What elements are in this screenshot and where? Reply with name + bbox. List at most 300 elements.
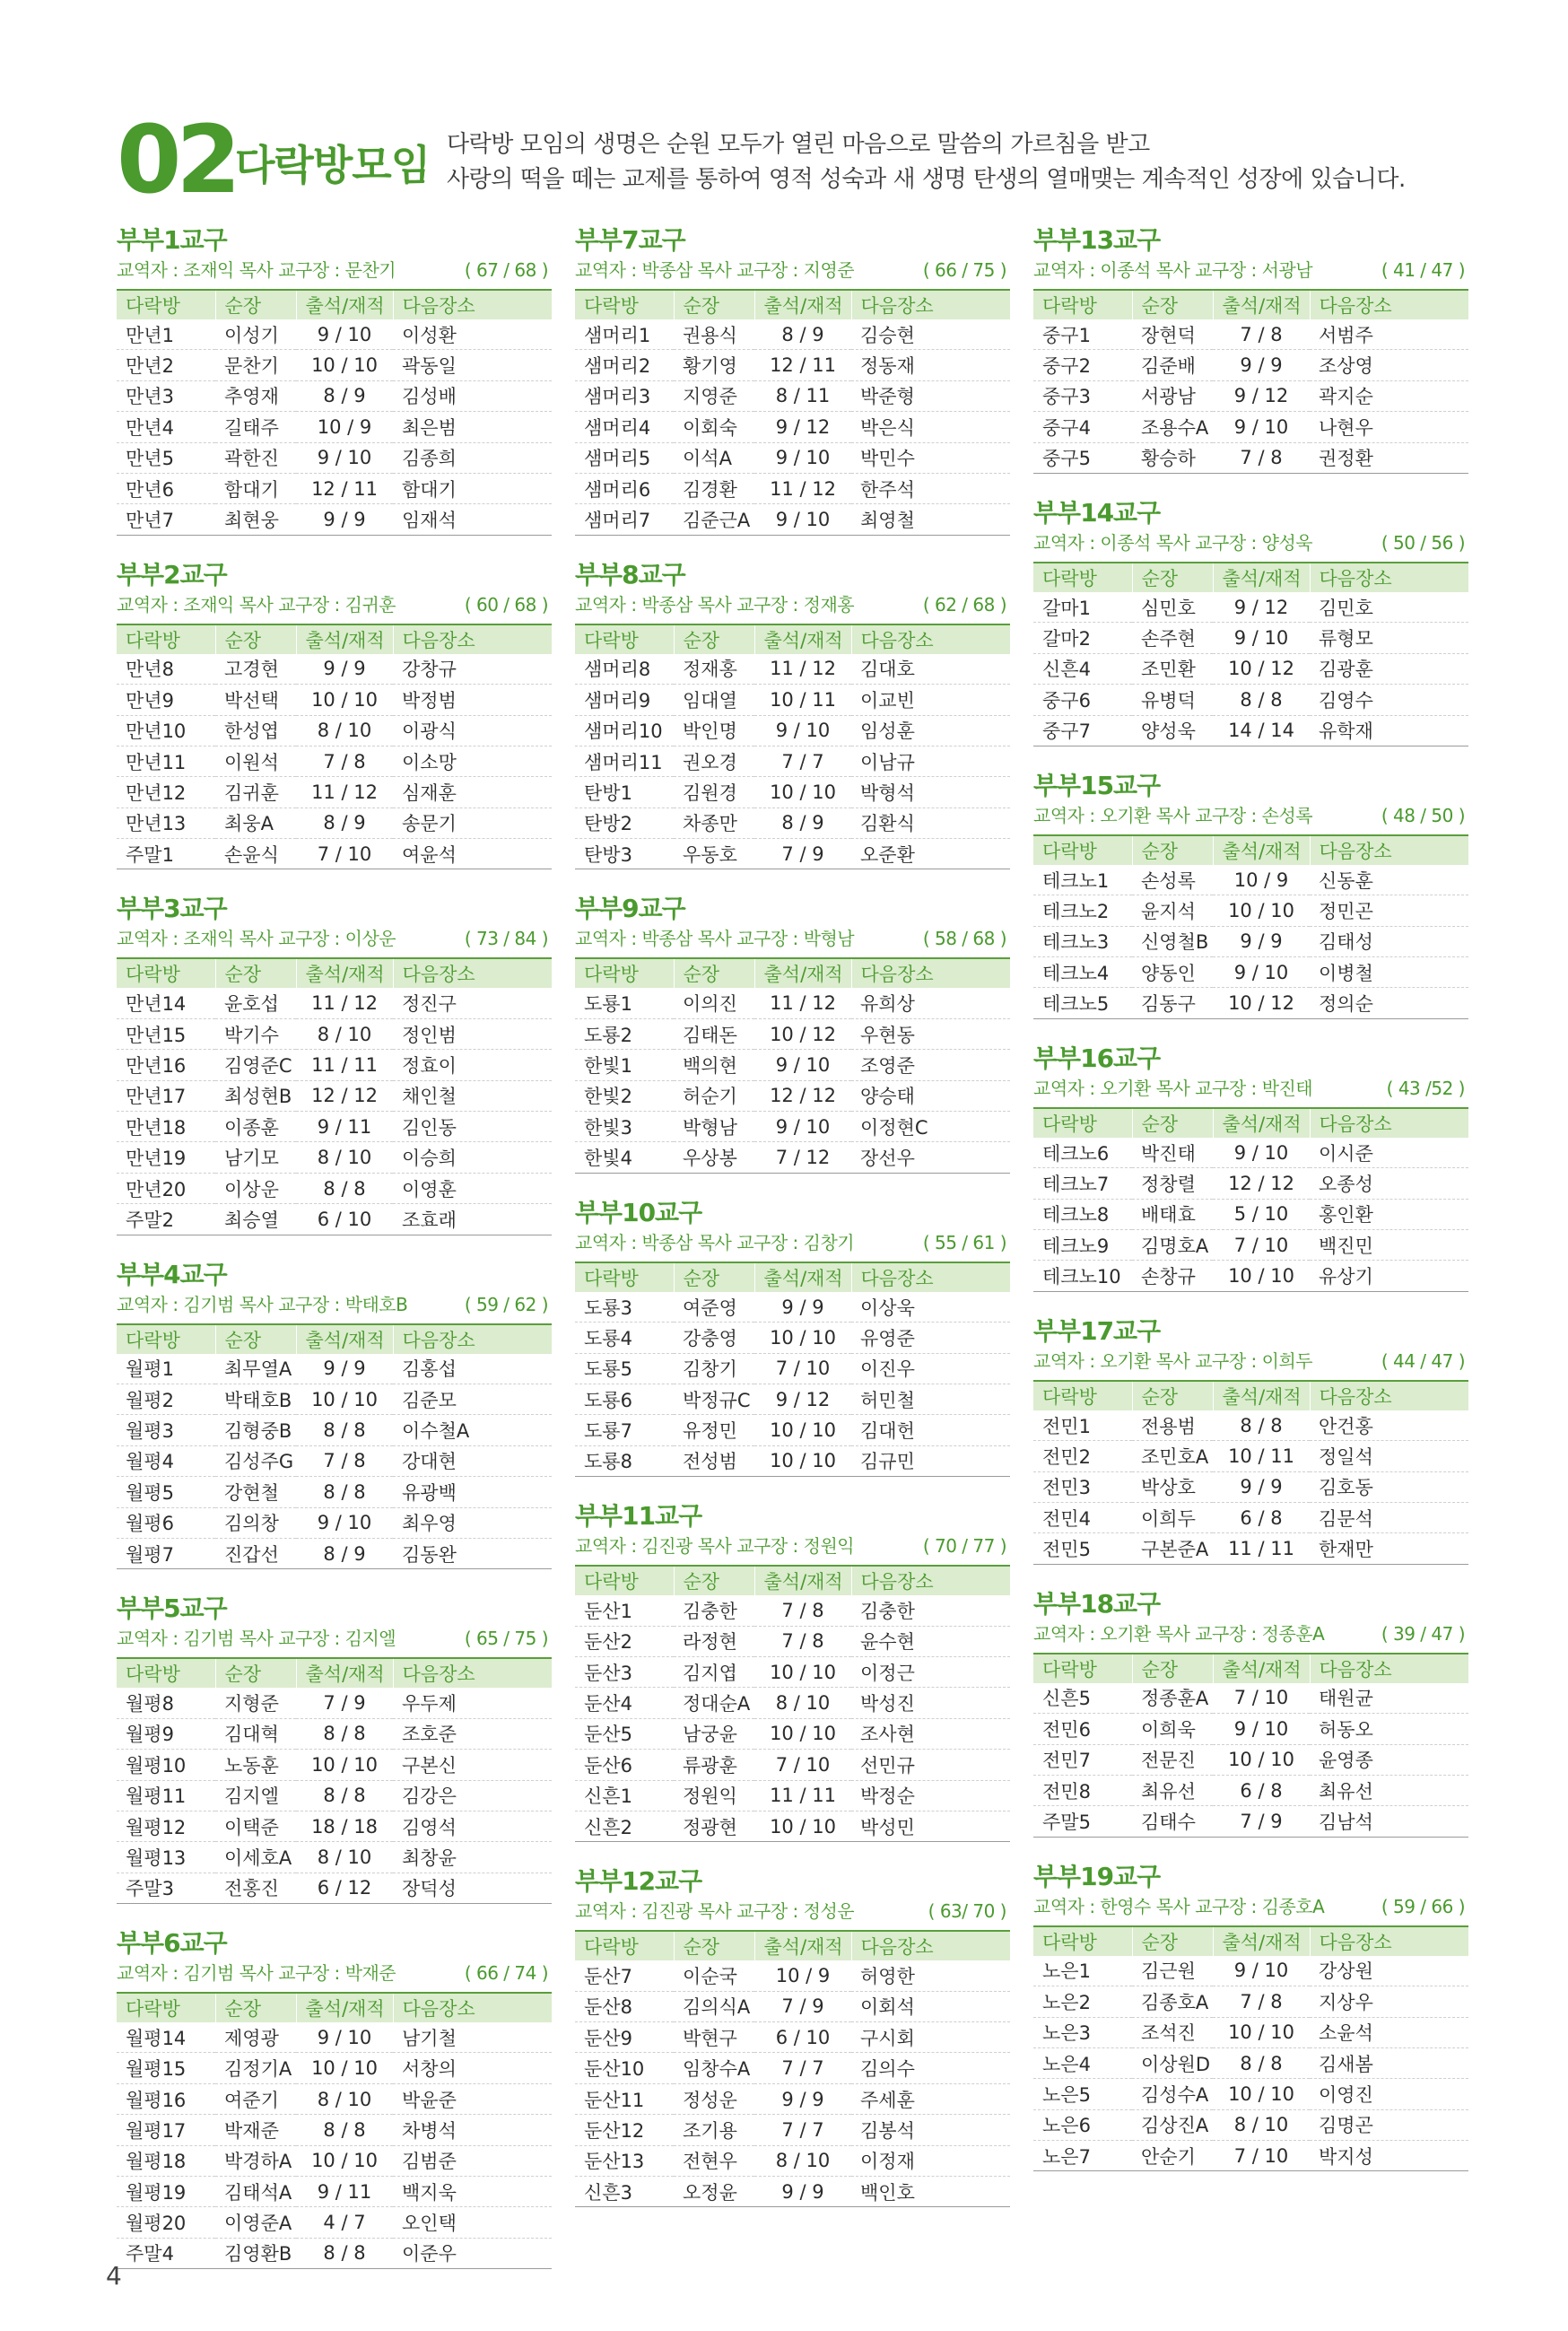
leader-cell: 정종훈A	[1132, 1683, 1213, 1714]
table-header-row	[1033, 563, 1468, 592]
room-cell: 월평3	[117, 1415, 215, 1445]
table-header-row	[117, 1658, 552, 1688]
table-row	[575, 504, 1010, 535]
table-header-row	[1033, 1654, 1468, 1683]
group-title: 부부13교구	[1033, 225, 1161, 255]
attendance-cell: 8 / 10	[296, 2083, 393, 2114]
next-place-cell: 조영준	[851, 1050, 1010, 1080]
room-cell: 만년4	[117, 412, 215, 442]
next-place-cell: 이정현C	[851, 1112, 1010, 1142]
leader-cell: 김정기A	[215, 2053, 296, 2083]
table-row	[117, 1477, 552, 1507]
leader-cell: 정광현	[674, 1811, 754, 1841]
table-row	[1033, 1230, 1468, 1261]
leader-cell: 노동훈	[215, 1750, 296, 1780]
next-place-cell: 허영한	[851, 1960, 1010, 1991]
header-leader: 순장	[215, 1658, 296, 1688]
next-place-cell: 이병철	[1310, 957, 1468, 988]
next-place-cell: 박민수	[851, 442, 1010, 473]
table-header-row	[117, 290, 552, 319]
group-table	[117, 1992, 552, 2269]
header-next-place: 다음장소	[1310, 1108, 1468, 1138]
table-row	[117, 504, 552, 535]
room-cell: 전민8	[1033, 1775, 1132, 1805]
group-title: 부부1교구	[117, 225, 227, 255]
table-row	[1033, 1806, 1468, 1837]
attendance-cell: 9 / 12	[754, 412, 851, 442]
table-row	[1033, 412, 1468, 442]
header-room: 다락방	[575, 290, 674, 319]
leader-cell: 양성욱	[1132, 715, 1213, 746]
room-cell: 중구5	[1033, 442, 1132, 473]
room-cell: 월평19	[117, 2177, 215, 2207]
table-row	[575, 1323, 1010, 1353]
next-place-cell: 조상영	[1310, 350, 1468, 380]
room-cell: 전민4	[1033, 1502, 1132, 1532]
next-place-cell: 우현동	[851, 1018, 1010, 1049]
next-place-cell: 이시준	[1310, 1138, 1468, 1168]
next-place-cell: 이소망	[393, 746, 552, 776]
leader-cell: 허순기	[674, 1080, 754, 1111]
table-row	[1033, 592, 1468, 623]
next-place-cell: 이승희	[393, 1142, 552, 1173]
group-leaders: 교역자 : 이종석 목사 교구장 : 양성욱	[1033, 531, 1313, 554]
header-room: 다락방	[1033, 290, 1132, 319]
table-header-row	[1033, 290, 1468, 319]
table-row	[575, 473, 1010, 503]
group-leaders: 교역자 : 조재익 목사 교구장 : 김귀훈	[117, 593, 396, 615]
leader-cell: 조민호A	[1132, 1441, 1213, 1471]
header-next-place: 다음장소	[1310, 563, 1468, 592]
next-place-cell: 김명곤	[1310, 2109, 1468, 2140]
group-count: ( 39 / 47 )	[1381, 1622, 1465, 1645]
room-cell: 만년16	[117, 1050, 215, 1080]
table-row	[117, 2083, 552, 2114]
next-place-cell: 조사현	[851, 1718, 1010, 1749]
group-leaders: 교역자 : 김진광 목사 교구장 : 정원익	[575, 1535, 855, 1558]
attendance-cell: 8 / 8	[296, 1780, 393, 1811]
table-header-row	[1033, 1381, 1468, 1410]
leader-cell: 조용수A	[1132, 412, 1213, 442]
leader-cell: 이원석	[215, 746, 296, 776]
attendance-cell: 10 / 10	[296, 685, 393, 715]
leader-cell: 박형남	[674, 1112, 754, 1142]
table-row	[575, 1718, 1010, 1749]
header-leader: 순장	[1132, 835, 1213, 865]
header-leader: 순장	[674, 290, 754, 319]
attendance-cell: 9 / 10	[754, 442, 851, 473]
group-info	[1033, 257, 1468, 284]
parish-group	[117, 224, 552, 536]
header-attendance: 출석/재적	[754, 1566, 851, 1595]
group-title: 부부7교구	[575, 225, 685, 255]
next-place-cell: 임재석	[393, 504, 552, 535]
group-count: ( 41 / 47 )	[1381, 259, 1465, 281]
next-place-cell: 장덕성	[393, 1873, 552, 1903]
next-place-cell: 김강은	[393, 1780, 552, 1811]
leader-cell: 정성운	[674, 2083, 754, 2114]
attendance-cell: 7 / 10	[1213, 1230, 1310, 1261]
table-row	[575, 412, 1010, 442]
next-place-cell: 주세훈	[851, 2083, 1010, 2114]
room-cell: 주말1	[117, 839, 215, 869]
next-place-cell: 박은식	[851, 412, 1010, 442]
next-place-cell: 김민호	[1310, 592, 1468, 623]
leader-cell: 우상봉	[674, 1142, 754, 1173]
group-count: ( 67 / 68 )	[464, 259, 548, 281]
room-cell: 샘머리10	[575, 715, 674, 746]
room-cell: 탄방3	[575, 839, 674, 869]
next-place-cell: 박형석	[851, 777, 1010, 808]
next-place-cell: 김홍섭	[393, 1354, 552, 1384]
room-cell: 주말4	[117, 2238, 215, 2268]
next-place-cell: 허민철	[851, 1384, 1010, 1414]
group-table	[1033, 1653, 1468, 1838]
room-cell: 만년19	[117, 1142, 215, 1173]
room-cell: 전민1	[1033, 1410, 1132, 1441]
attendance-cell: 7 / 10	[296, 839, 393, 869]
table-row	[117, 1080, 552, 1111]
table-row	[575, 2145, 1010, 2176]
next-place-cell: 김광훈	[1310, 653, 1468, 684]
table-row	[575, 715, 1010, 746]
leader-cell: 우동호	[674, 839, 754, 869]
room-cell: 주말3	[117, 1873, 215, 1903]
attendance-cell: 9 / 9	[754, 2083, 851, 2114]
room-cell: 월평6	[117, 1507, 215, 1538]
next-place-cell: 서범주	[1310, 319, 1468, 350]
room-cell: 도룡8	[575, 1445, 674, 1476]
table-row	[575, 988, 1010, 1018]
leader-cell: 이영준A	[215, 2207, 296, 2238]
group-info	[117, 1960, 552, 1986]
leader-cell: 김종호A	[1132, 1986, 1213, 2017]
next-place-cell: 박지성	[1310, 2141, 1468, 2171]
room-cell: 월평4	[117, 1445, 215, 1476]
attendance-cell: 7 / 9	[754, 1991, 851, 2021]
group-title: 부부18교구	[1033, 1588, 1161, 1619]
table-row	[575, 319, 1010, 350]
attendance-cell: 10 / 10	[1213, 1744, 1310, 1775]
table-row	[575, 1353, 1010, 1384]
room-cell: 도룡3	[575, 1292, 674, 1323]
group-count: ( 66 / 75 )	[922, 259, 1006, 281]
attendance-cell: 7 / 10	[1213, 1683, 1310, 1714]
header-next-place: 다음장소	[393, 1993, 552, 2022]
leader-cell: 박정규C	[674, 1384, 754, 1414]
leader-cell: 차종만	[674, 808, 754, 838]
attendance-cell: 8 / 8	[1213, 1410, 1310, 1441]
table-row	[575, 777, 1010, 808]
group-count: ( 48 / 50 )	[1381, 804, 1465, 826]
header-room: 다락방	[575, 1262, 674, 1292]
leader-cell: 조석진	[1132, 2017, 1213, 2047]
leader-cell: 손창규	[1132, 1261, 1213, 1291]
group-leaders: 교역자 : 조재익 목사 교구장 : 문찬기	[117, 259, 396, 281]
header-leader: 순장	[674, 624, 754, 654]
table-row	[117, 808, 552, 838]
header-leader: 순장	[1132, 1926, 1213, 1956]
table-row	[117, 1445, 552, 1476]
group-leaders: 교역자 : 김진광 목사 교구장 : 정성운	[575, 1900, 855, 1923]
table-row	[1033, 1986, 1468, 2017]
room-cell: 샘머리1	[575, 319, 674, 350]
attendance-cell: 10 / 10	[1213, 895, 1310, 926]
table-row	[117, 1173, 552, 1203]
attendance-cell: 10 / 10	[296, 1384, 393, 1414]
header-attendance: 출석/재적	[1213, 563, 1310, 592]
attendance-cell: 8 / 9	[296, 808, 393, 838]
table-row	[1033, 1410, 1468, 1441]
header-leader: 순장	[674, 958, 754, 988]
leader-cell: 박진태	[1132, 1138, 1213, 1168]
next-place-cell: 류형모	[1310, 623, 1468, 653]
room-cell: 전민6	[1033, 1714, 1132, 1744]
attendance-cell: 10 / 12	[1213, 988, 1310, 1018]
table-row	[575, 1415, 1010, 1445]
group-title: 부부9교구	[575, 894, 685, 924]
attendance-cell: 8 / 9	[754, 808, 851, 838]
attendance-cell: 10 / 10	[754, 1718, 851, 1749]
attendance-cell: 6 / 8	[1213, 1775, 1310, 1805]
leader-cell: 김의창	[215, 1507, 296, 1538]
header-room: 다락방	[575, 1566, 674, 1595]
leader-cell: 안순기	[1132, 2141, 1213, 2171]
group-table	[1033, 289, 1468, 474]
table-row	[1033, 1533, 1468, 1564]
next-place-cell: 최유선	[1310, 1775, 1468, 1805]
attendance-cell: 10 / 10	[296, 2053, 393, 2083]
room-cell: 월평15	[117, 2053, 215, 2083]
leader-cell: 김준배	[1132, 350, 1213, 380]
leader-cell: 임창수A	[674, 2053, 754, 2083]
room-cell: 전민7	[1033, 1744, 1132, 1775]
table-header-row	[117, 624, 552, 654]
leader-cell: 조기용	[674, 2115, 754, 2145]
table-row	[1033, 350, 1468, 380]
leader-cell: 이순국	[674, 1960, 754, 1991]
table-row	[117, 1507, 552, 1538]
table-row	[575, 1292, 1010, 1323]
attendance-cell: 7 / 8	[1213, 442, 1310, 473]
room-cell: 만년18	[117, 1112, 215, 1142]
room-cell: 월평5	[117, 1477, 215, 1507]
next-place-cell: 한재만	[1310, 1533, 1468, 1564]
leader-cell: 유병덕	[1132, 685, 1213, 715]
table-row	[117, 2053, 552, 2083]
room-cell: 도룡5	[575, 1353, 674, 1384]
room-cell: 둔산3	[575, 1656, 674, 1687]
table-row	[575, 1656, 1010, 1687]
leader-cell: 전홍진	[215, 1873, 296, 1903]
attendance-cell: 6 / 8	[1213, 1502, 1310, 1532]
group-info	[575, 591, 1010, 618]
group-count: ( 73 / 84 )	[464, 928, 548, 950]
attendance-cell: 9 / 12	[754, 1384, 851, 1414]
leader-cell: 최무열A	[215, 1354, 296, 1384]
table-row	[117, 1384, 552, 1414]
next-place-cell: 이영진	[1310, 2079, 1468, 2109]
group-leaders: 교역자 : 김기범 목사 교구장 : 김지엘	[117, 1628, 396, 1650]
room-cell: 샘머리9	[575, 685, 674, 715]
attendance-cell: 12 / 12	[1213, 1168, 1310, 1199]
leader-cell: 김태수	[1132, 1806, 1213, 1837]
next-place-cell: 박정범	[393, 685, 552, 715]
leader-cell: 지형준	[215, 1688, 296, 1718]
section-number: 02	[117, 105, 236, 214]
next-place-cell: 한주석	[851, 473, 1010, 503]
group-info	[1033, 1075, 1468, 1102]
leader-cell: 함대기	[215, 473, 296, 503]
next-place-cell: 김새봄	[1310, 2047, 1468, 2078]
group-info	[1033, 1620, 1468, 1647]
header-leader: 순장	[215, 958, 296, 988]
header-leader: 순장	[1132, 563, 1213, 592]
table-row	[117, 1415, 552, 1445]
next-place-cell: 오준환	[851, 839, 1010, 869]
attendance-cell: 9 / 11	[296, 1112, 393, 1142]
attendance-cell: 9 / 10	[754, 1050, 851, 1080]
room-cell: 둔산4	[575, 1688, 674, 1718]
header-leader: 순장	[215, 290, 296, 319]
room-cell: 월평17	[117, 2115, 215, 2145]
room-cell: 중구7	[1033, 715, 1132, 746]
table-header-row	[575, 624, 1010, 654]
next-place-cell: 양승태	[851, 1080, 1010, 1111]
table-row	[575, 808, 1010, 838]
room-cell: 만년8	[117, 654, 215, 685]
header-next-place: 다음장소	[393, 290, 552, 319]
group-count: ( 62 / 68 )	[922, 593, 1006, 615]
header-leader: 순장	[215, 1993, 296, 2022]
attendance-cell: 7 / 8	[296, 746, 393, 776]
room-cell: 한빛4	[575, 1142, 674, 1173]
leader-cell: 심민호	[1132, 592, 1213, 623]
leader-cell: 전현우	[674, 2145, 754, 2176]
table-row	[1033, 442, 1468, 473]
attendance-cell: 12 / 12	[754, 1080, 851, 1111]
room-cell: 샘머리5	[575, 442, 674, 473]
parish-group	[1033, 1861, 1468, 2172]
table-header-row	[575, 1566, 1010, 1595]
table-row	[117, 746, 552, 776]
room-cell: 테크노4	[1033, 957, 1132, 988]
table-row	[575, 2083, 1010, 2114]
attendance-cell: 7 / 7	[754, 2053, 851, 2083]
table-row	[1033, 1683, 1468, 1714]
next-place-cell: 백인호	[851, 2177, 1010, 2207]
header-attendance: 출석/재적	[754, 624, 851, 654]
next-place-cell: 최창윤	[393, 1842, 552, 1873]
attendance-cell: 7 / 7	[754, 2115, 851, 2145]
group-leaders: 교역자 : 오기환 목사 교구장 : 이희두	[1033, 1349, 1313, 1372]
room-cell: 만년5	[117, 442, 215, 473]
table-row	[1033, 1138, 1468, 1168]
table-row	[117, 1112, 552, 1142]
parish-group	[117, 1593, 552, 1904]
header-next-place: 다음장소	[393, 1658, 552, 1688]
header-attendance: 출석/재적	[296, 290, 393, 319]
table-row	[117, 1050, 552, 1080]
attendance-cell: 10 / 10	[754, 1415, 851, 1445]
table-row	[117, 1538, 552, 1568]
header-room: 다락방	[117, 1993, 215, 2022]
attendance-cell: 7 / 8	[296, 1445, 393, 1476]
table-header-row	[1033, 835, 1468, 865]
next-place-cell: 최우영	[393, 1507, 552, 1538]
table-row	[575, 380, 1010, 411]
table-row	[575, 2053, 1010, 2083]
leader-cell: 신영철B	[1132, 926, 1213, 956]
leader-cell: 김성수A	[1132, 2079, 1213, 2109]
table-row	[1033, 1199, 1468, 1229]
intro-line-1: 다락방 모임의 생명은 순원 모두가 열린 마음으로 말씀의 가르침을 받고	[447, 131, 1150, 158]
header-room: 다락방	[117, 290, 215, 319]
table-header-row	[117, 958, 552, 988]
group-title: 부부19교구	[1033, 1861, 1161, 1891]
header-attendance: 출석/재적	[754, 1931, 851, 1960]
column-2	[575, 224, 1010, 2231]
attendance-cell: 11 / 12	[754, 473, 851, 503]
attendance-cell: 8 / 8	[1213, 685, 1310, 715]
group-title: 부부14교구	[1033, 497, 1161, 528]
attendance-cell: 10 / 10	[754, 1656, 851, 1687]
attendance-cell: 11 / 11	[1213, 1533, 1310, 1564]
header-leader: 순장	[674, 1931, 754, 1960]
attendance-cell: 8 / 9	[296, 1538, 393, 1568]
attendance-cell: 9 / 10	[296, 442, 393, 473]
attendance-cell: 9 / 10	[754, 1112, 851, 1142]
leader-cell: 손성록	[1132, 865, 1213, 895]
room-cell: 중구1	[1033, 319, 1132, 350]
room-cell: 둔산11	[575, 2083, 674, 2114]
group-info	[575, 1532, 1010, 1559]
attendance-cell: 9 / 9	[296, 504, 393, 535]
group-count: ( 50 / 56 )	[1381, 531, 1465, 554]
next-place-cell: 김태성	[1310, 926, 1468, 956]
header-next-place: 다음장소	[1310, 1381, 1468, 1410]
table-row	[575, 442, 1010, 473]
leader-cell: 이상원D	[1132, 2047, 1213, 2078]
next-place-cell: 홍인환	[1310, 1199, 1468, 1229]
parish-group	[1033, 1315, 1468, 1565]
attendance-cell: 5 / 10	[1213, 1199, 1310, 1229]
room-cell: 둔산7	[575, 1960, 674, 1991]
parish-group	[575, 1865, 1010, 2207]
table-row	[117, 1780, 552, 1811]
next-place-cell: 김준모	[393, 1384, 552, 1414]
room-cell: 샘머리2	[575, 350, 674, 380]
next-place-cell: 이영훈	[393, 1173, 552, 1203]
attendance-cell: 10 / 10	[754, 1445, 851, 1476]
group-info	[1033, 529, 1468, 556]
leader-cell: 김태돈	[674, 1018, 754, 1049]
next-place-cell: 김의수	[851, 2053, 1010, 2083]
column-3	[1033, 224, 1468, 2195]
group-info	[1033, 1348, 1468, 1375]
table-row	[575, 746, 1010, 776]
leader-cell: 유정민	[674, 1415, 754, 1445]
attendance-cell: 9 / 10	[1213, 1714, 1310, 1744]
next-place-cell: 김범준	[393, 2145, 552, 2176]
next-place-cell: 안건홍	[1310, 1410, 1468, 1441]
table-row	[1033, 685, 1468, 715]
header-room: 다락방	[117, 624, 215, 654]
group-title: 부부17교구	[1033, 1315, 1161, 1346]
group-count: ( 66 / 74 )	[464, 1962, 548, 1985]
next-place-cell: 김충한	[851, 1595, 1010, 1626]
next-place-cell: 정민곤	[1310, 895, 1468, 926]
